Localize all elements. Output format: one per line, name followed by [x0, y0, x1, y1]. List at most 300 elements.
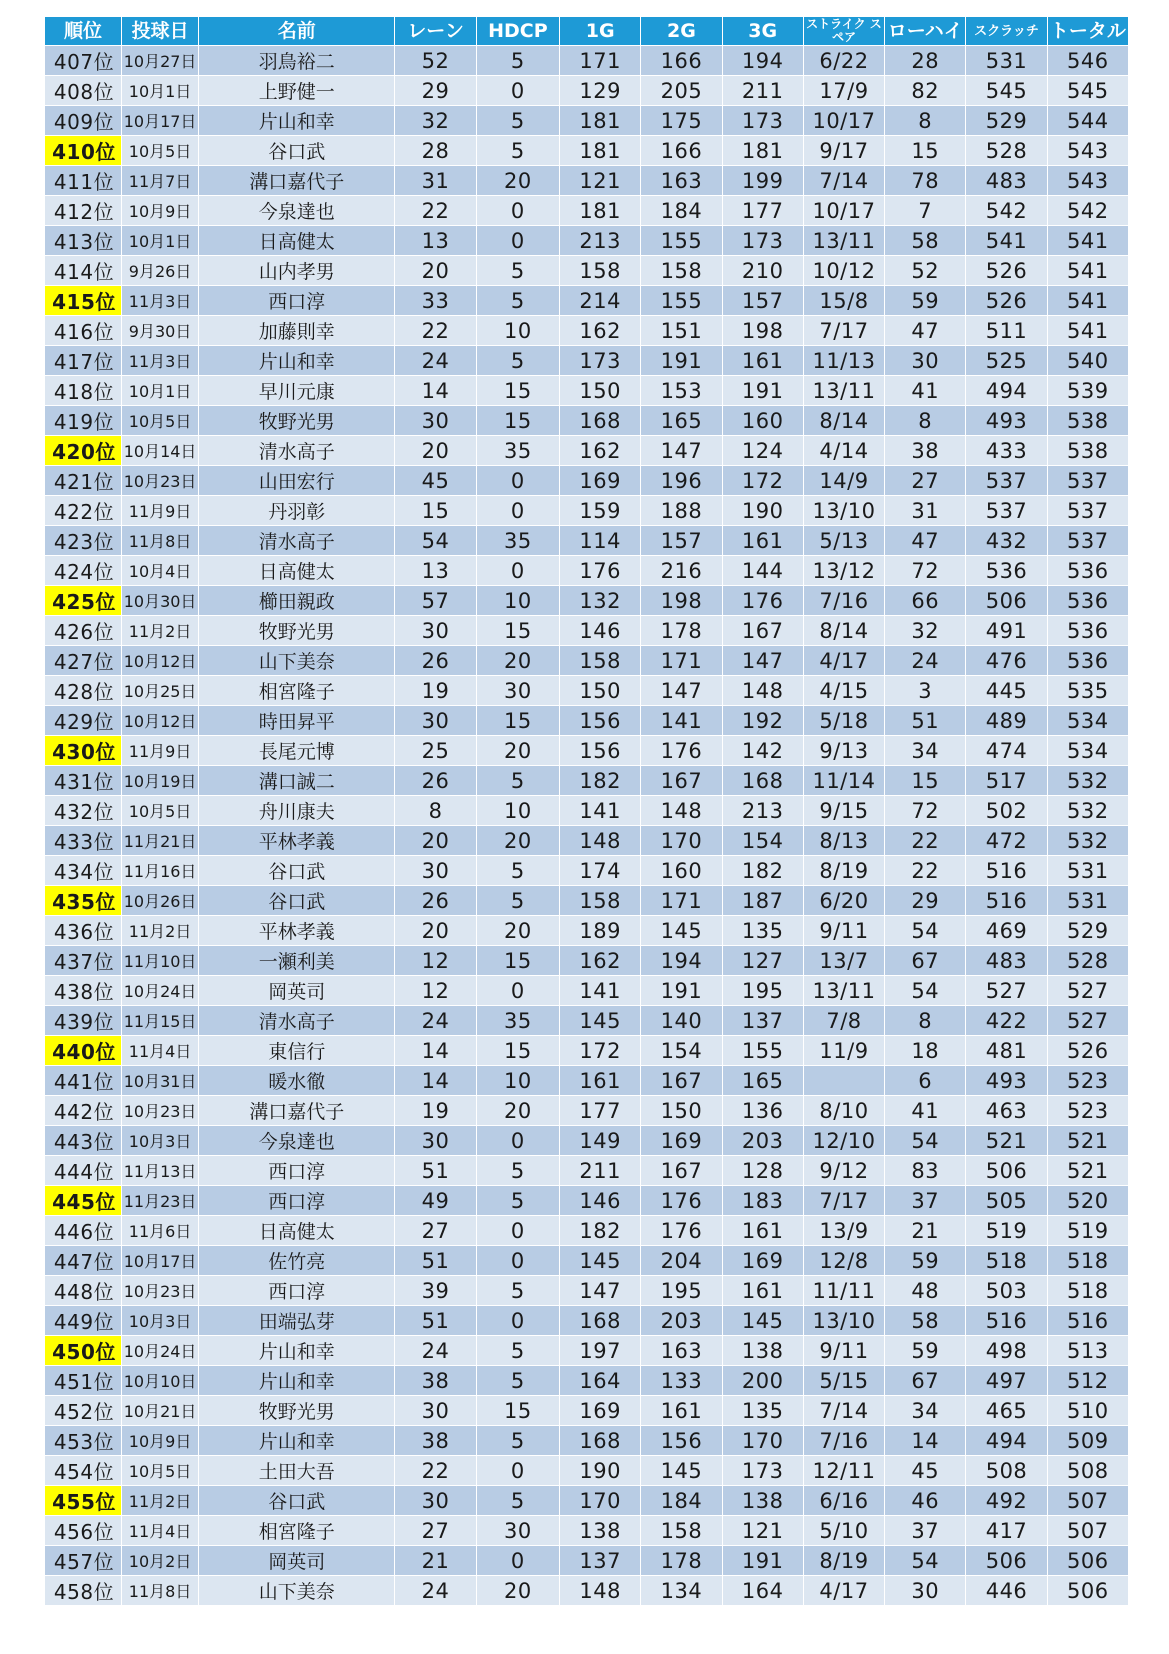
game-2-cell: 167	[641, 766, 722, 796]
strike-spare-cell: 7/16	[803, 586, 884, 616]
game-2-cell: 148	[641, 796, 722, 826]
total-cell: 532	[1047, 796, 1128, 826]
name-cell: 山下美奈	[199, 1576, 395, 1606]
table-row	[45, 346, 1129, 376]
low-high-cell: 54	[885, 1126, 966, 1156]
table-row	[45, 1036, 1129, 1066]
game-3-cell: 199	[722, 166, 803, 196]
table-row	[45, 466, 1129, 496]
rank-cell: 457位	[45, 1546, 122, 1576]
game-2-cell: 163	[641, 166, 722, 196]
scratch-cell: 529	[966, 106, 1047, 136]
hdcp-cell: 5	[476, 1366, 559, 1396]
table-row	[45, 136, 1129, 166]
strike-spare-cell: 10/12	[803, 256, 884, 286]
date-cell: 10月1日	[122, 226, 199, 256]
lane-cell: 20	[395, 826, 476, 856]
game-2-cell: 171	[641, 646, 722, 676]
rank-cell: 450位	[45, 1336, 122, 1366]
strike-spare-cell: 10/17	[803, 196, 884, 226]
total-cell: 536	[1047, 646, 1128, 676]
rank-cell: 420位	[45, 436, 122, 466]
game-2-cell: 160	[641, 856, 722, 886]
total-cell: 518	[1047, 1246, 1128, 1276]
rank-cell: 411位	[45, 166, 122, 196]
table-row	[45, 1576, 1129, 1606]
table-row	[45, 826, 1129, 856]
total-cell: 543	[1047, 166, 1128, 196]
game-1-cell: 182	[560, 1216, 641, 1246]
hdcp-cell: 5	[476, 346, 559, 376]
name-cell: 暖水徹	[199, 1066, 395, 1096]
game-2-cell: 191	[641, 346, 722, 376]
low-high-cell: 72	[885, 556, 966, 586]
lane-cell: 32	[395, 106, 476, 136]
total-cell: 536	[1047, 556, 1128, 586]
table-row	[45, 1456, 1129, 1486]
hdcp-cell: 35	[476, 526, 559, 556]
table-row	[45, 436, 1129, 466]
total-cell: 537	[1047, 466, 1128, 496]
game-1-cell: 148	[560, 1576, 641, 1606]
lane-cell: 27	[395, 1516, 476, 1546]
game-3-cell: 144	[722, 556, 803, 586]
scratch-cell: 474	[966, 736, 1047, 766]
table-row	[45, 196, 1129, 226]
scratch-cell: 536	[966, 556, 1047, 586]
lane-cell: 20	[395, 436, 476, 466]
low-high-cell: 30	[885, 1576, 966, 1606]
date-cell: 10月14日	[122, 436, 199, 466]
table-row	[45, 1216, 1129, 1246]
date-cell: 10月9日	[122, 196, 199, 226]
hdcp-cell: 20	[476, 646, 559, 676]
game-3-cell: 160	[722, 406, 803, 436]
header-lane: レーン	[395, 17, 476, 46]
total-cell: 541	[1047, 226, 1128, 256]
table-row	[45, 1546, 1129, 1576]
scratch-cell: 481	[966, 1036, 1047, 1066]
hdcp-cell: 0	[476, 556, 559, 586]
game-2-cell: 161	[641, 1396, 722, 1426]
strike-spare-cell: 4/17	[803, 646, 884, 676]
name-cell: 佐竹亮	[199, 1246, 395, 1276]
name-cell: 東信行	[199, 1036, 395, 1066]
date-cell: 10月21日	[122, 1396, 199, 1426]
low-high-cell: 48	[885, 1276, 966, 1306]
total-cell: 534	[1047, 736, 1128, 766]
rank-cell: 429位	[45, 706, 122, 736]
table-row	[45, 616, 1129, 646]
game-2-cell: 191	[641, 976, 722, 1006]
name-cell: 清水高子	[199, 436, 395, 466]
scratch-cell: 493	[966, 1066, 1047, 1096]
game-2-cell: 176	[641, 1186, 722, 1216]
rank-cell: 413位	[45, 226, 122, 256]
game-3-cell: 177	[722, 196, 803, 226]
game-1-cell: 141	[560, 976, 641, 1006]
date-cell: 10月27日	[122, 46, 199, 76]
name-cell: 山田宏行	[199, 466, 395, 496]
game-3-cell: 211	[722, 76, 803, 106]
header-low-high: ローハイ	[885, 17, 966, 46]
hdcp-cell: 5	[476, 1276, 559, 1306]
strike-spare-cell: 7/8	[803, 1006, 884, 1036]
low-high-cell: 51	[885, 706, 966, 736]
hdcp-cell: 5	[476, 46, 559, 76]
game-3-cell: 200	[722, 1366, 803, 1396]
rank-cell: 442位	[45, 1096, 122, 1126]
low-high-cell: 30	[885, 346, 966, 376]
lane-cell: 13	[395, 556, 476, 586]
lane-cell: 51	[395, 1306, 476, 1336]
game-3-cell: 147	[722, 646, 803, 676]
lane-cell: 30	[395, 706, 476, 736]
table-row	[45, 1246, 1129, 1276]
rank-cell: 416位	[45, 316, 122, 346]
game-3-cell: 148	[722, 676, 803, 706]
total-cell: 532	[1047, 826, 1128, 856]
game-3-cell: 157	[722, 286, 803, 316]
name-cell: 片山和幸	[199, 1336, 395, 1366]
low-high-cell: 15	[885, 766, 966, 796]
hdcp-cell: 35	[476, 436, 559, 466]
hdcp-cell: 10	[476, 796, 559, 826]
name-cell: 片山和幸	[199, 106, 395, 136]
date-cell: 9月26日	[122, 256, 199, 286]
game-2-cell: 205	[641, 76, 722, 106]
total-cell: 540	[1047, 346, 1128, 376]
hdcp-cell: 5	[476, 1156, 559, 1186]
game-1-cell: 182	[560, 766, 641, 796]
game-2-cell: 203	[641, 1306, 722, 1336]
table-row	[45, 1306, 1129, 1336]
game-1-cell: 132	[560, 586, 641, 616]
hdcp-cell: 0	[476, 496, 559, 526]
game-3-cell: 165	[722, 1066, 803, 1096]
table-row	[45, 316, 1129, 346]
strike-spare-cell: 9/15	[803, 796, 884, 826]
game-2-cell: 145	[641, 1456, 722, 1486]
lane-cell: 51	[395, 1156, 476, 1186]
low-high-cell: 14	[885, 1426, 966, 1456]
name-cell: 岡英司	[199, 976, 395, 1006]
rank-cell: 458位	[45, 1576, 122, 1606]
game-3-cell: 181	[722, 136, 803, 166]
table-row	[45, 1126, 1129, 1156]
strike-spare-cell: 7/16	[803, 1426, 884, 1456]
low-high-cell: 7	[885, 196, 966, 226]
lane-cell: 22	[395, 1456, 476, 1486]
rank-cell: 431位	[45, 766, 122, 796]
lane-cell: 22	[395, 196, 476, 226]
scratch-cell: 531	[966, 46, 1047, 76]
rank-cell: 434位	[45, 856, 122, 886]
game-3-cell: 142	[722, 736, 803, 766]
lane-cell: 38	[395, 1366, 476, 1396]
rank-cell: 423位	[45, 526, 122, 556]
hdcp-cell: 5	[476, 1336, 559, 1366]
game-3-cell: 187	[722, 886, 803, 916]
lane-cell: 19	[395, 1096, 476, 1126]
date-cell: 11月16日	[122, 856, 199, 886]
low-high-cell: 32	[885, 616, 966, 646]
strike-spare-cell: 8/13	[803, 826, 884, 856]
game-1-cell: 162	[560, 946, 641, 976]
date-cell: 10月3日	[122, 1126, 199, 1156]
name-cell: 牧野光男	[199, 406, 395, 436]
hdcp-cell: 30	[476, 1516, 559, 1546]
game-3-cell: 191	[722, 1546, 803, 1576]
date-cell: 11月4日	[122, 1036, 199, 1066]
game-1-cell: 146	[560, 1186, 641, 1216]
game-2-cell: 188	[641, 496, 722, 526]
strike-spare-cell: 7/17	[803, 1186, 884, 1216]
game-1-cell: 197	[560, 1336, 641, 1366]
low-high-cell: 37	[885, 1186, 966, 1216]
game-3-cell: 161	[722, 1216, 803, 1246]
game-3-cell: 121	[722, 1516, 803, 1546]
game-1-cell: 169	[560, 466, 641, 496]
game-1-cell: 149	[560, 1126, 641, 1156]
game-2-cell: 156	[641, 1426, 722, 1456]
strike-spare-cell	[803, 1066, 884, 1096]
lane-cell: 26	[395, 646, 476, 676]
table-row	[45, 496, 1129, 526]
date-cell: 11月23日	[122, 1186, 199, 1216]
date-cell: 10月23日	[122, 1276, 199, 1306]
scratch-cell: 502	[966, 796, 1047, 826]
table-row	[45, 226, 1129, 256]
game-1-cell: 158	[560, 256, 641, 286]
low-high-cell: 72	[885, 796, 966, 826]
strike-spare-cell: 9/17	[803, 136, 884, 166]
game-1-cell: 147	[560, 1276, 641, 1306]
low-high-cell: 54	[885, 976, 966, 1006]
rank-cell: 426位	[45, 616, 122, 646]
table-row	[45, 106, 1129, 136]
game-3-cell: 167	[722, 616, 803, 646]
game-1-cell: 169	[560, 1396, 641, 1426]
header-name: 名前	[199, 17, 395, 46]
rank-cell: 440位	[45, 1036, 122, 1066]
scratch-cell: 506	[966, 586, 1047, 616]
table-row	[45, 886, 1129, 916]
table-row	[45, 556, 1129, 586]
name-cell: 溝口嘉代子	[199, 166, 395, 196]
name-cell: 丹羽彰	[199, 496, 395, 526]
game-3-cell: 192	[722, 706, 803, 736]
game-3-cell: 138	[722, 1486, 803, 1516]
hdcp-cell: 0	[476, 1306, 559, 1336]
strike-spare-cell: 8/19	[803, 856, 884, 886]
strike-spare-cell: 15/8	[803, 286, 884, 316]
low-high-cell: 29	[885, 886, 966, 916]
game-1-cell: 145	[560, 1246, 641, 1276]
total-cell: 519	[1047, 1216, 1128, 1246]
game-1-cell: 145	[560, 1006, 641, 1036]
game-3-cell: 161	[722, 526, 803, 556]
name-cell: 溝口誠二	[199, 766, 395, 796]
scratch-cell: 505	[966, 1186, 1047, 1216]
name-cell: 山内孝男	[199, 256, 395, 286]
rank-cell: 453位	[45, 1426, 122, 1456]
total-cell: 521	[1047, 1156, 1128, 1186]
game-3-cell: 154	[722, 826, 803, 856]
low-high-cell: 45	[885, 1456, 966, 1486]
strike-spare-cell: 11/13	[803, 346, 884, 376]
total-cell: 512	[1047, 1366, 1128, 1396]
scratch-cell: 433	[966, 436, 1047, 466]
game-1-cell: 148	[560, 826, 641, 856]
table-row	[45, 1396, 1129, 1426]
lane-cell: 26	[395, 886, 476, 916]
scratch-cell: 417	[966, 1516, 1047, 1546]
low-high-cell: 66	[885, 586, 966, 616]
total-cell: 541	[1047, 316, 1128, 346]
header-total: トータル	[1047, 17, 1128, 46]
total-cell: 506	[1047, 1576, 1128, 1606]
low-high-cell: 59	[885, 1336, 966, 1366]
scratch-cell: 525	[966, 346, 1047, 376]
lane-cell: 21	[395, 1546, 476, 1576]
lane-cell: 14	[395, 1036, 476, 1066]
name-cell: 西口淳	[199, 1186, 395, 1216]
strike-spare-cell: 12/10	[803, 1126, 884, 1156]
rank-cell: 410位	[45, 136, 122, 166]
game-3-cell: 164	[722, 1576, 803, 1606]
scratch-cell: 545	[966, 76, 1047, 106]
rank-cell: 417位	[45, 346, 122, 376]
game-3-cell: 190	[722, 496, 803, 526]
low-high-cell: 83	[885, 1156, 966, 1186]
date-cell: 9月30日	[122, 316, 199, 346]
table-row	[45, 646, 1129, 676]
game-3-cell: 135	[722, 1396, 803, 1426]
hdcp-cell: 0	[476, 1216, 559, 1246]
lane-cell: 13	[395, 226, 476, 256]
low-high-cell: 58	[885, 1306, 966, 1336]
lane-cell: 39	[395, 1276, 476, 1306]
low-high-cell: 18	[885, 1036, 966, 1066]
rank-cell: 448位	[45, 1276, 122, 1306]
date-cell: 11月3日	[122, 286, 199, 316]
table-row	[45, 1516, 1129, 1546]
game-1-cell: 176	[560, 556, 641, 586]
hdcp-cell: 0	[476, 1126, 559, 1156]
rank-cell: 427位	[45, 646, 122, 676]
scratch-cell: 465	[966, 1396, 1047, 1426]
game-1-cell: 156	[560, 706, 641, 736]
date-cell: 10月26日	[122, 886, 199, 916]
hdcp-cell: 0	[476, 226, 559, 256]
hdcp-cell: 0	[476, 1456, 559, 1486]
game-2-cell: 145	[641, 916, 722, 946]
hdcp-cell: 15	[476, 946, 559, 976]
rank-cell: 455位	[45, 1486, 122, 1516]
name-cell: 日高健太	[199, 556, 395, 586]
game-1-cell: 158	[560, 886, 641, 916]
lane-cell: 54	[395, 526, 476, 556]
date-cell: 11月8日	[122, 526, 199, 556]
strike-spare-cell: 17/9	[803, 76, 884, 106]
game-2-cell: 195	[641, 1276, 722, 1306]
scratch-cell: 506	[966, 1546, 1047, 1576]
hdcp-cell: 5	[476, 256, 559, 286]
total-cell: 531	[1047, 856, 1128, 886]
scratch-cell: 446	[966, 1576, 1047, 1606]
hdcp-cell: 5	[476, 766, 559, 796]
game-2-cell: 165	[641, 406, 722, 436]
table-row	[45, 1486, 1129, 1516]
scratch-cell: 497	[966, 1366, 1047, 1396]
table-row	[45, 46, 1129, 76]
hdcp-cell: 5	[476, 106, 559, 136]
hdcp-cell: 20	[476, 1096, 559, 1126]
date-cell: 11月2日	[122, 616, 199, 646]
game-2-cell: 154	[641, 1036, 722, 1066]
strike-spare-cell: 11/9	[803, 1036, 884, 1066]
date-cell: 10月25日	[122, 676, 199, 706]
scratch-cell: 526	[966, 286, 1047, 316]
rank-cell: 432位	[45, 796, 122, 826]
table-row	[45, 1426, 1129, 1456]
lane-cell: 30	[395, 616, 476, 646]
game-3-cell: 213	[722, 796, 803, 826]
header-date: 投球日	[122, 17, 199, 46]
strike-spare-cell: 9/11	[803, 1336, 884, 1366]
strike-spare-cell: 5/15	[803, 1366, 884, 1396]
rank-cell: 415位	[45, 286, 122, 316]
header-rank: 順位	[45, 17, 122, 46]
low-high-cell: 3	[885, 676, 966, 706]
lane-cell: 24	[395, 1006, 476, 1036]
rank-cell: 454位	[45, 1456, 122, 1486]
rank-cell: 438位	[45, 976, 122, 1006]
scratch-cell: 463	[966, 1096, 1047, 1126]
game-3-cell: 183	[722, 1186, 803, 1216]
table-row	[45, 1366, 1129, 1396]
scratch-cell: 494	[966, 376, 1047, 406]
name-cell: 相宮隆子	[199, 676, 395, 706]
low-high-cell: 8	[885, 1006, 966, 1036]
strike-spare-cell: 12/11	[803, 1456, 884, 1486]
scratch-cell: 503	[966, 1276, 1047, 1306]
hdcp-cell: 10	[476, 586, 559, 616]
scratch-cell: 508	[966, 1456, 1047, 1486]
date-cell: 10月5日	[122, 796, 199, 826]
date-cell: 11月13日	[122, 1156, 199, 1186]
game-2-cell: 171	[641, 886, 722, 916]
table-row	[45, 676, 1129, 706]
date-cell: 10月19日	[122, 766, 199, 796]
name-cell: 谷口武	[199, 886, 395, 916]
strike-spare-cell: 8/14	[803, 406, 884, 436]
table-row	[45, 526, 1129, 556]
scratch-cell: 492	[966, 1486, 1047, 1516]
name-cell: 羽鳥裕二	[199, 46, 395, 76]
game-1-cell: 121	[560, 166, 641, 196]
game-2-cell: 194	[641, 946, 722, 976]
header-row	[45, 17, 1129, 46]
name-cell: 清水高子	[199, 1006, 395, 1036]
scratch-cell: 528	[966, 136, 1047, 166]
low-high-cell: 41	[885, 376, 966, 406]
game-3-cell: 195	[722, 976, 803, 1006]
rank-cell: 433位	[45, 826, 122, 856]
game-1-cell: 211	[560, 1156, 641, 1186]
lane-cell: 14	[395, 376, 476, 406]
